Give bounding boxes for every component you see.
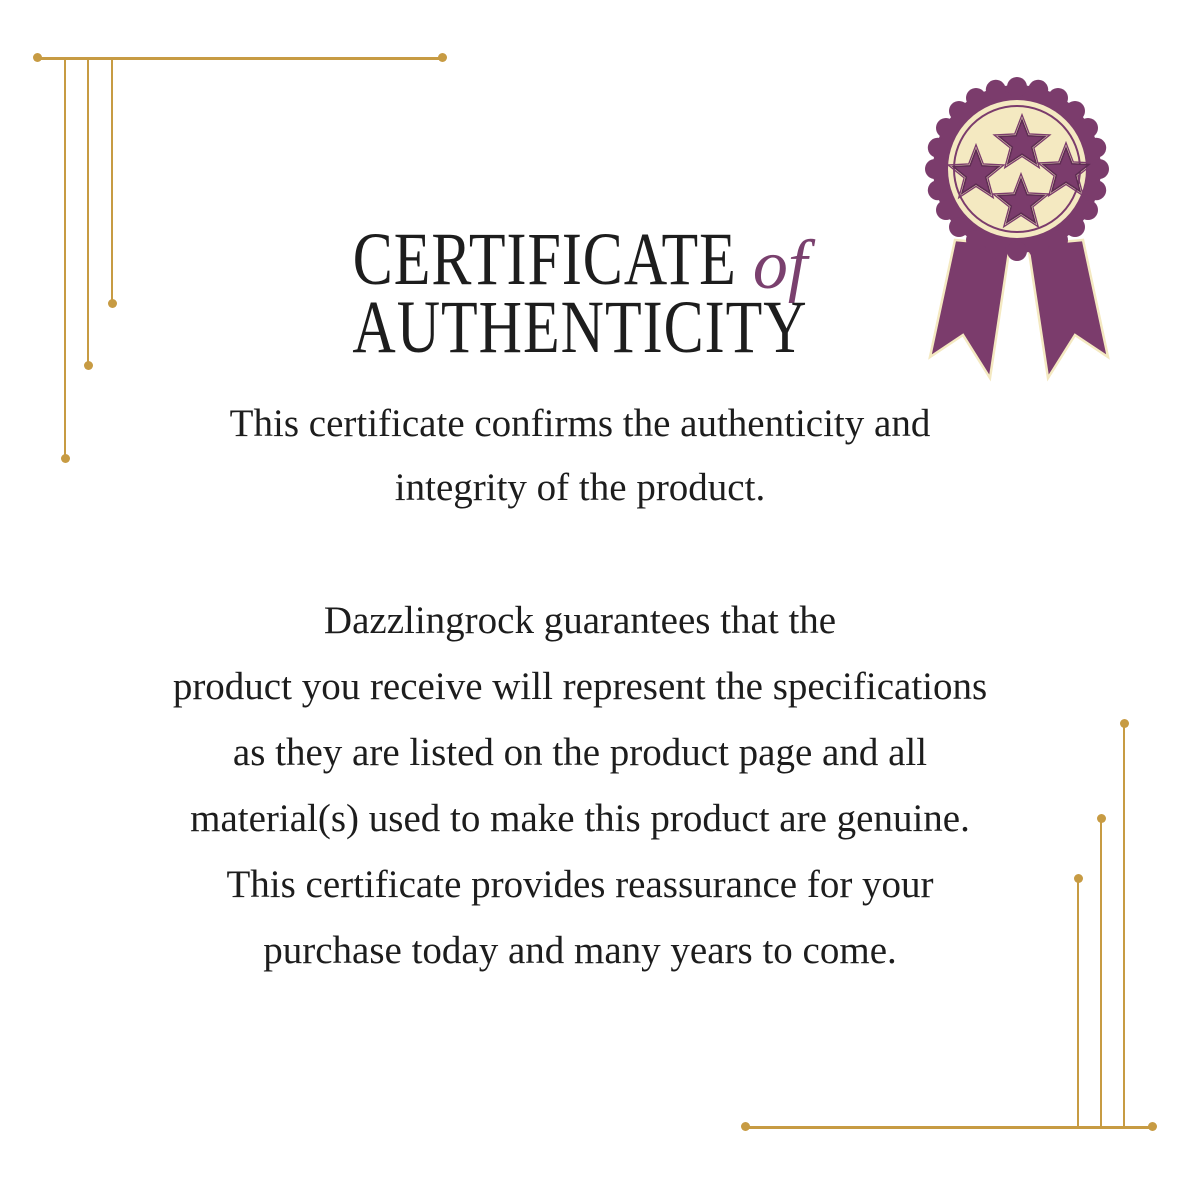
body-line: as they are listed on the product page and all (232, 731, 928, 774)
title-of-text: of (752, 227, 808, 304)
body-line: product you receive will represent the specifications (172, 665, 988, 708)
subtitle (55, 392, 1105, 520)
page-title (55, 217, 1105, 371)
title-authenticity-text: AUTHENTICITY (352, 285, 808, 369)
title-line-2 (55, 285, 1105, 371)
ornament-line (37, 57, 443, 60)
ornament-dot (1120, 719, 1129, 728)
subtitle-line: This certificate confirms the authenticity and (229, 402, 931, 445)
ornament-dot (438, 53, 447, 62)
title-certificate-text: CERTIFICATE (352, 217, 737, 301)
guarantee-paragraph (55, 588, 1105, 984)
ornament-dot (1148, 1122, 1157, 1131)
body-line: Dazzlingrock guarantees that the (323, 599, 837, 642)
body-line: purchase today and many years to come. (263, 929, 897, 972)
ornament-line (1123, 725, 1125, 1126)
body-line: This certificate provides reassurance for your (226, 863, 934, 906)
body-line: material(s) used to make this product are genuine. (190, 797, 970, 840)
ornament-dot (741, 1122, 750, 1131)
subtitle-line: integrity of the product. (394, 466, 766, 509)
ornament-dot (33, 53, 42, 62)
ornament-line (745, 1126, 1152, 1129)
